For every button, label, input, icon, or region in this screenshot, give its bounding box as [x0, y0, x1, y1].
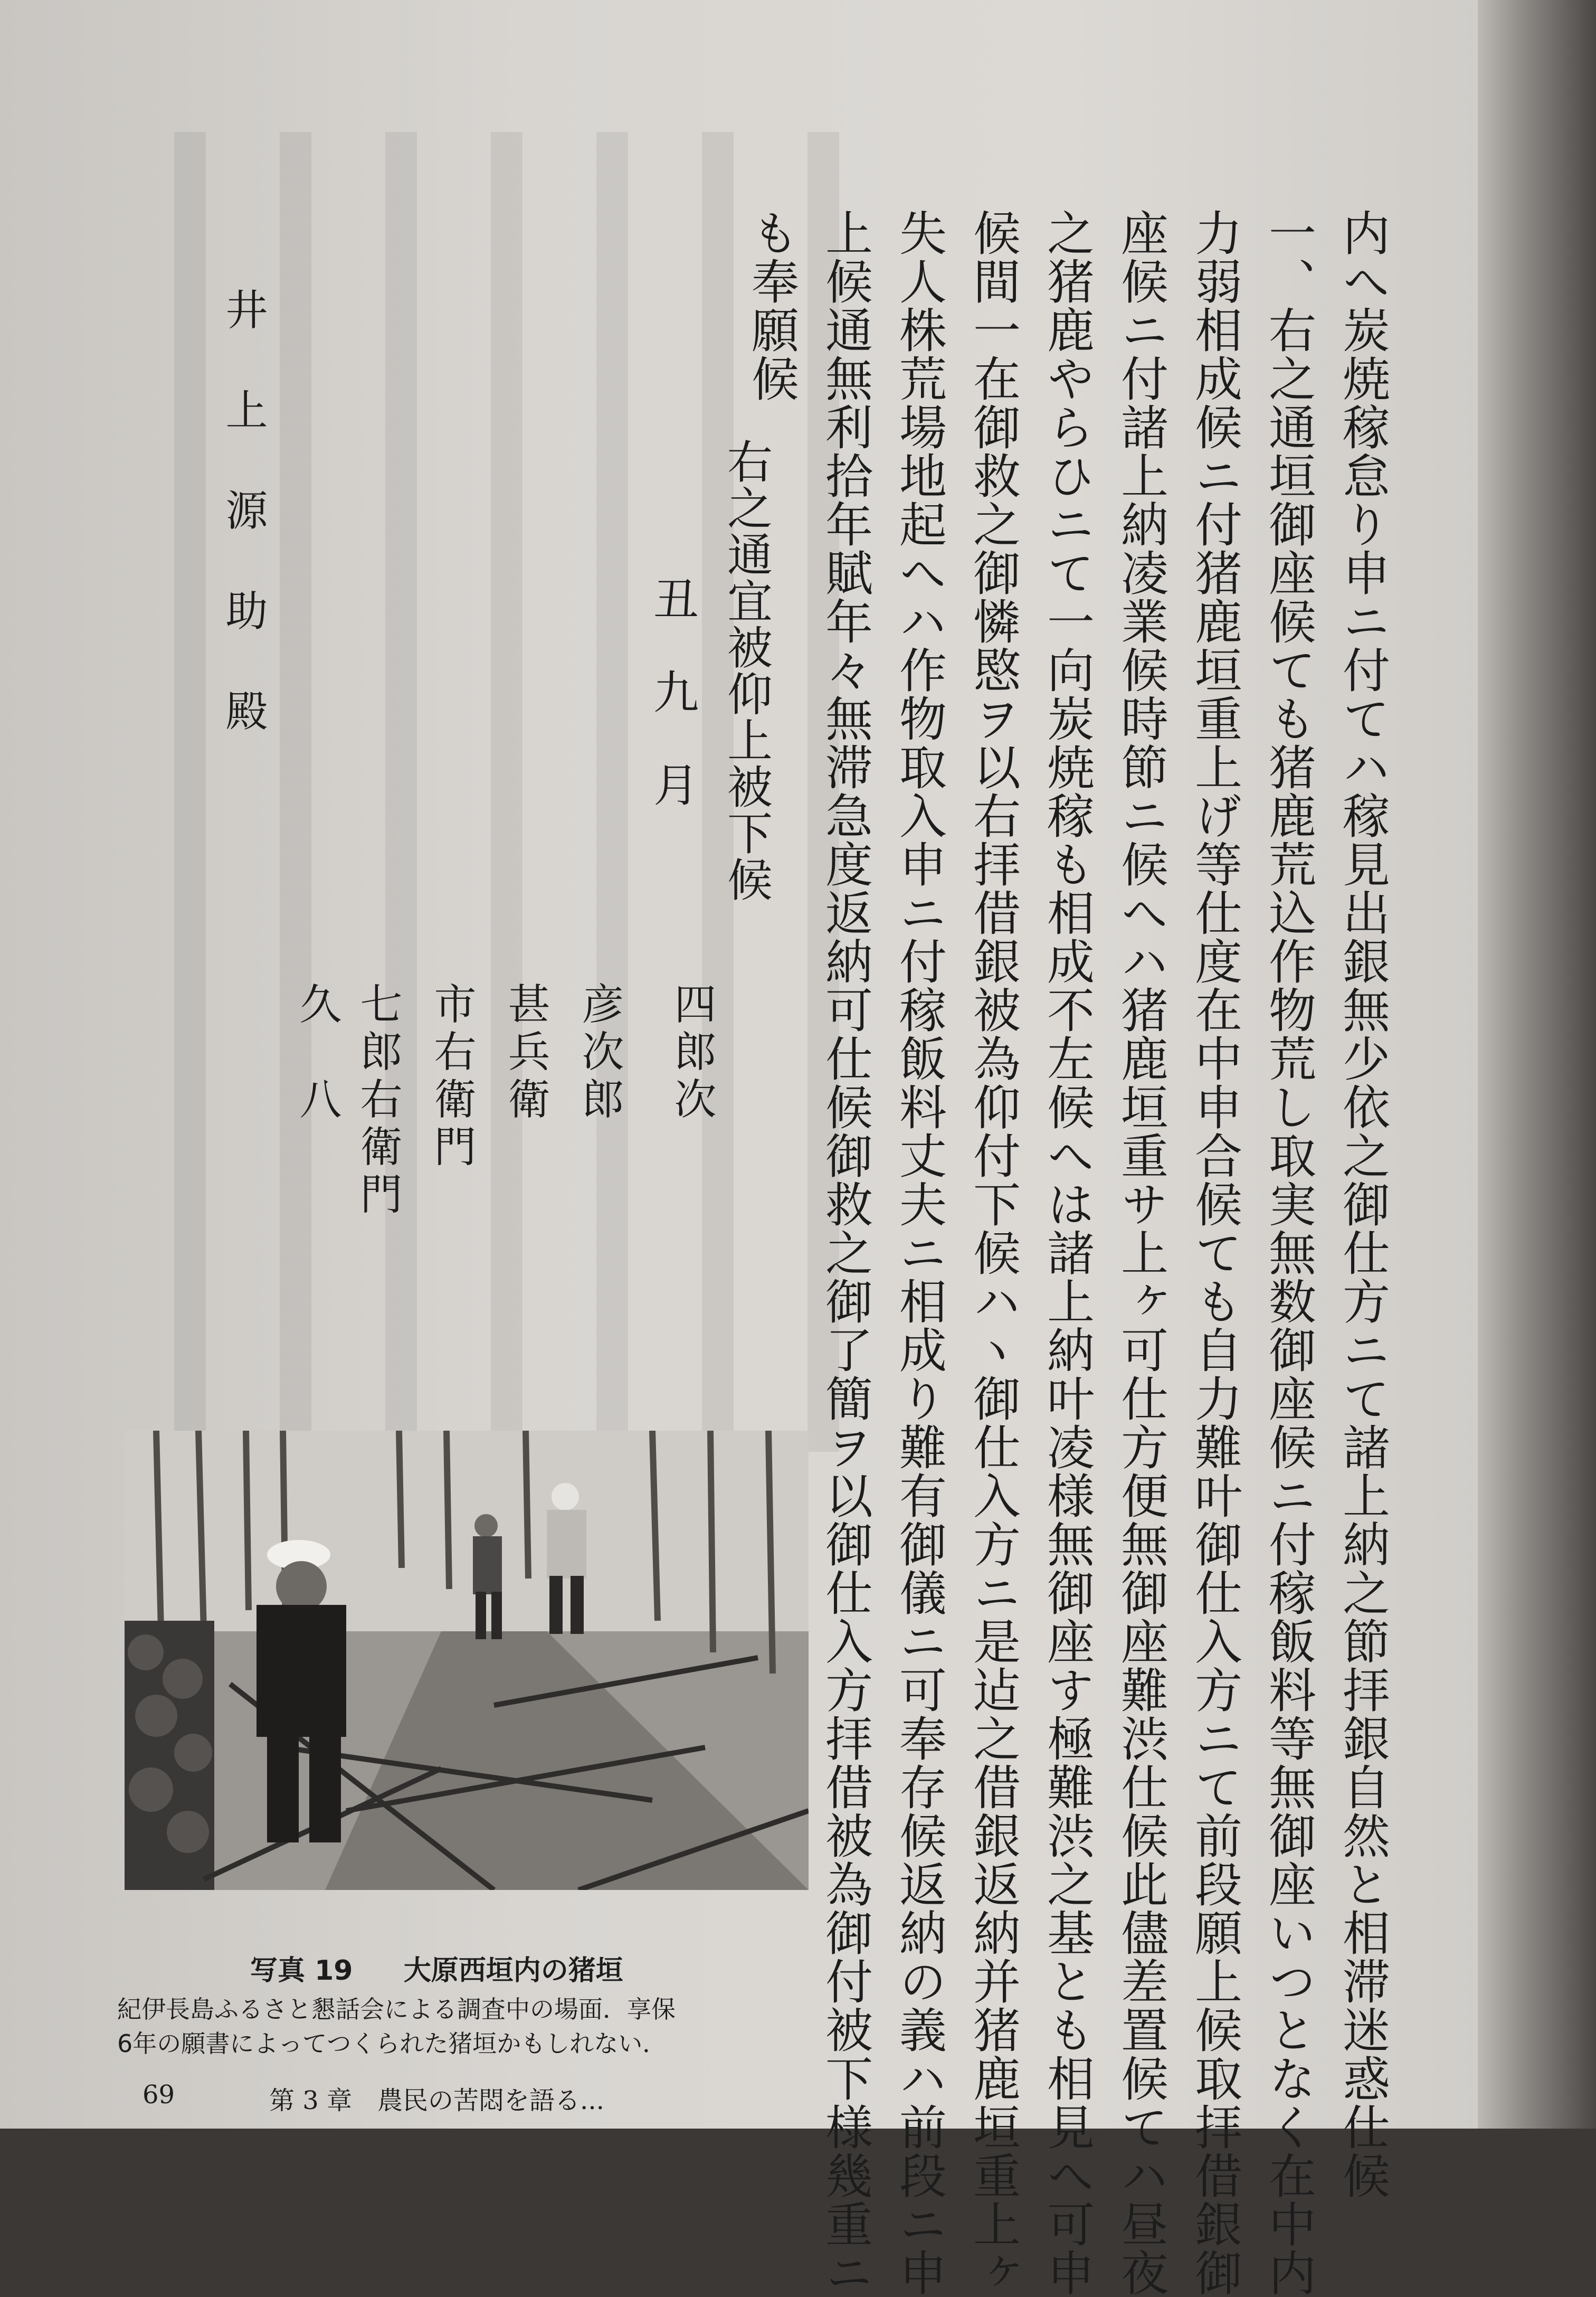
signatory-1: 四郎次 [667, 982, 716, 1124]
text-column-2: 一、右之通垣御座候ても猪鹿荒込作物荒し取実無数御座候ニ付稼飯料等無御座いつとなく在中内 [1260, 209, 1316, 2297]
signatory-3: 甚兵衛 [501, 982, 550, 1124]
figure-label: 写真 19 [250, 1955, 353, 1987]
text-column-9: も奉願候 [743, 209, 799, 403]
closing-line: 右之通宜被仰上被下候 [719, 438, 772, 903]
addressee: 井上源助殿 [218, 288, 268, 789]
text-column-6: 候間一在御救之御憐愍ヲ以右拝借銀被為仰付下候ハヽ御仕入方ニ是迠之借銀返納并猪鹿垣重上ヶ [965, 209, 1020, 2297]
page-edge-shadow [1478, 0, 1596, 2129]
bamboo-grove-photo [125, 1431, 809, 1890]
text-column-7: 失人株荒場地起へハ作物取入申ニ付稼飯料丈夫ニ相成り難有御儀ニ可奉存候返納の義ハ前段ニ申 [891, 209, 946, 2297]
figure-caption-line-2: 6年の願書によってつくられた猪垣かもしれない． [117, 2029, 667, 2058]
page-number: 69 [142, 2080, 175, 2110]
signatory-2: 彦次郎 [575, 982, 624, 1124]
signatory-4: 市右衛門 [427, 982, 476, 1172]
text-column-3: 力弱相成候ニ付猪鹿垣重上げ等仕度在中申合候ても自力難叶御仕入方ニて前段願上候取拝借銀御 [1186, 209, 1242, 2297]
signatory-5: 七郎右衛門 [353, 982, 402, 1220]
date-line: 丑 九 月 [645, 575, 698, 808]
text-column-4: 座候ニ付諸上納凌業候時節ニ候へハ猪鹿垣重サ上ヶ可仕方便無御座難渋仕候此儘差置候てハ昼夜 [1113, 209, 1168, 2297]
figure-caption-title [250, 1948, 623, 1988]
figure-photo [125, 1431, 809, 1890]
chapter-running-head: 第 3 章 農民の苦悶を語る... [269, 2086, 604, 2115]
figure-title: 大原西垣内の猪垣 [403, 1955, 623, 1987]
text-column-1: 内へ炭焼稼怠り申ニ付てハ稼見出銀無少依之御仕方ニて諸上納之節拝銀自然と相滞迷惑仕候 [1334, 209, 1390, 2200]
signatory-6: 久 八 [292, 982, 341, 1124]
text-column-5: 之猪鹿やらひニて一向炭焼稼も相成不左候へは諸上納叶凌様無御座す極難渋之基とも相見へ可申 [1039, 209, 1094, 2297]
figure-caption-line-1: 紀伊長島ふるさと懇話会による調査中の場面．享保 [117, 1995, 676, 2024]
text-column-8: 上候通無利拾年賦年々無滞急度返納可仕候御救之御了簡ヲ以御仕入方拝借被為御付被下様幾重ニ [817, 209, 872, 2297]
